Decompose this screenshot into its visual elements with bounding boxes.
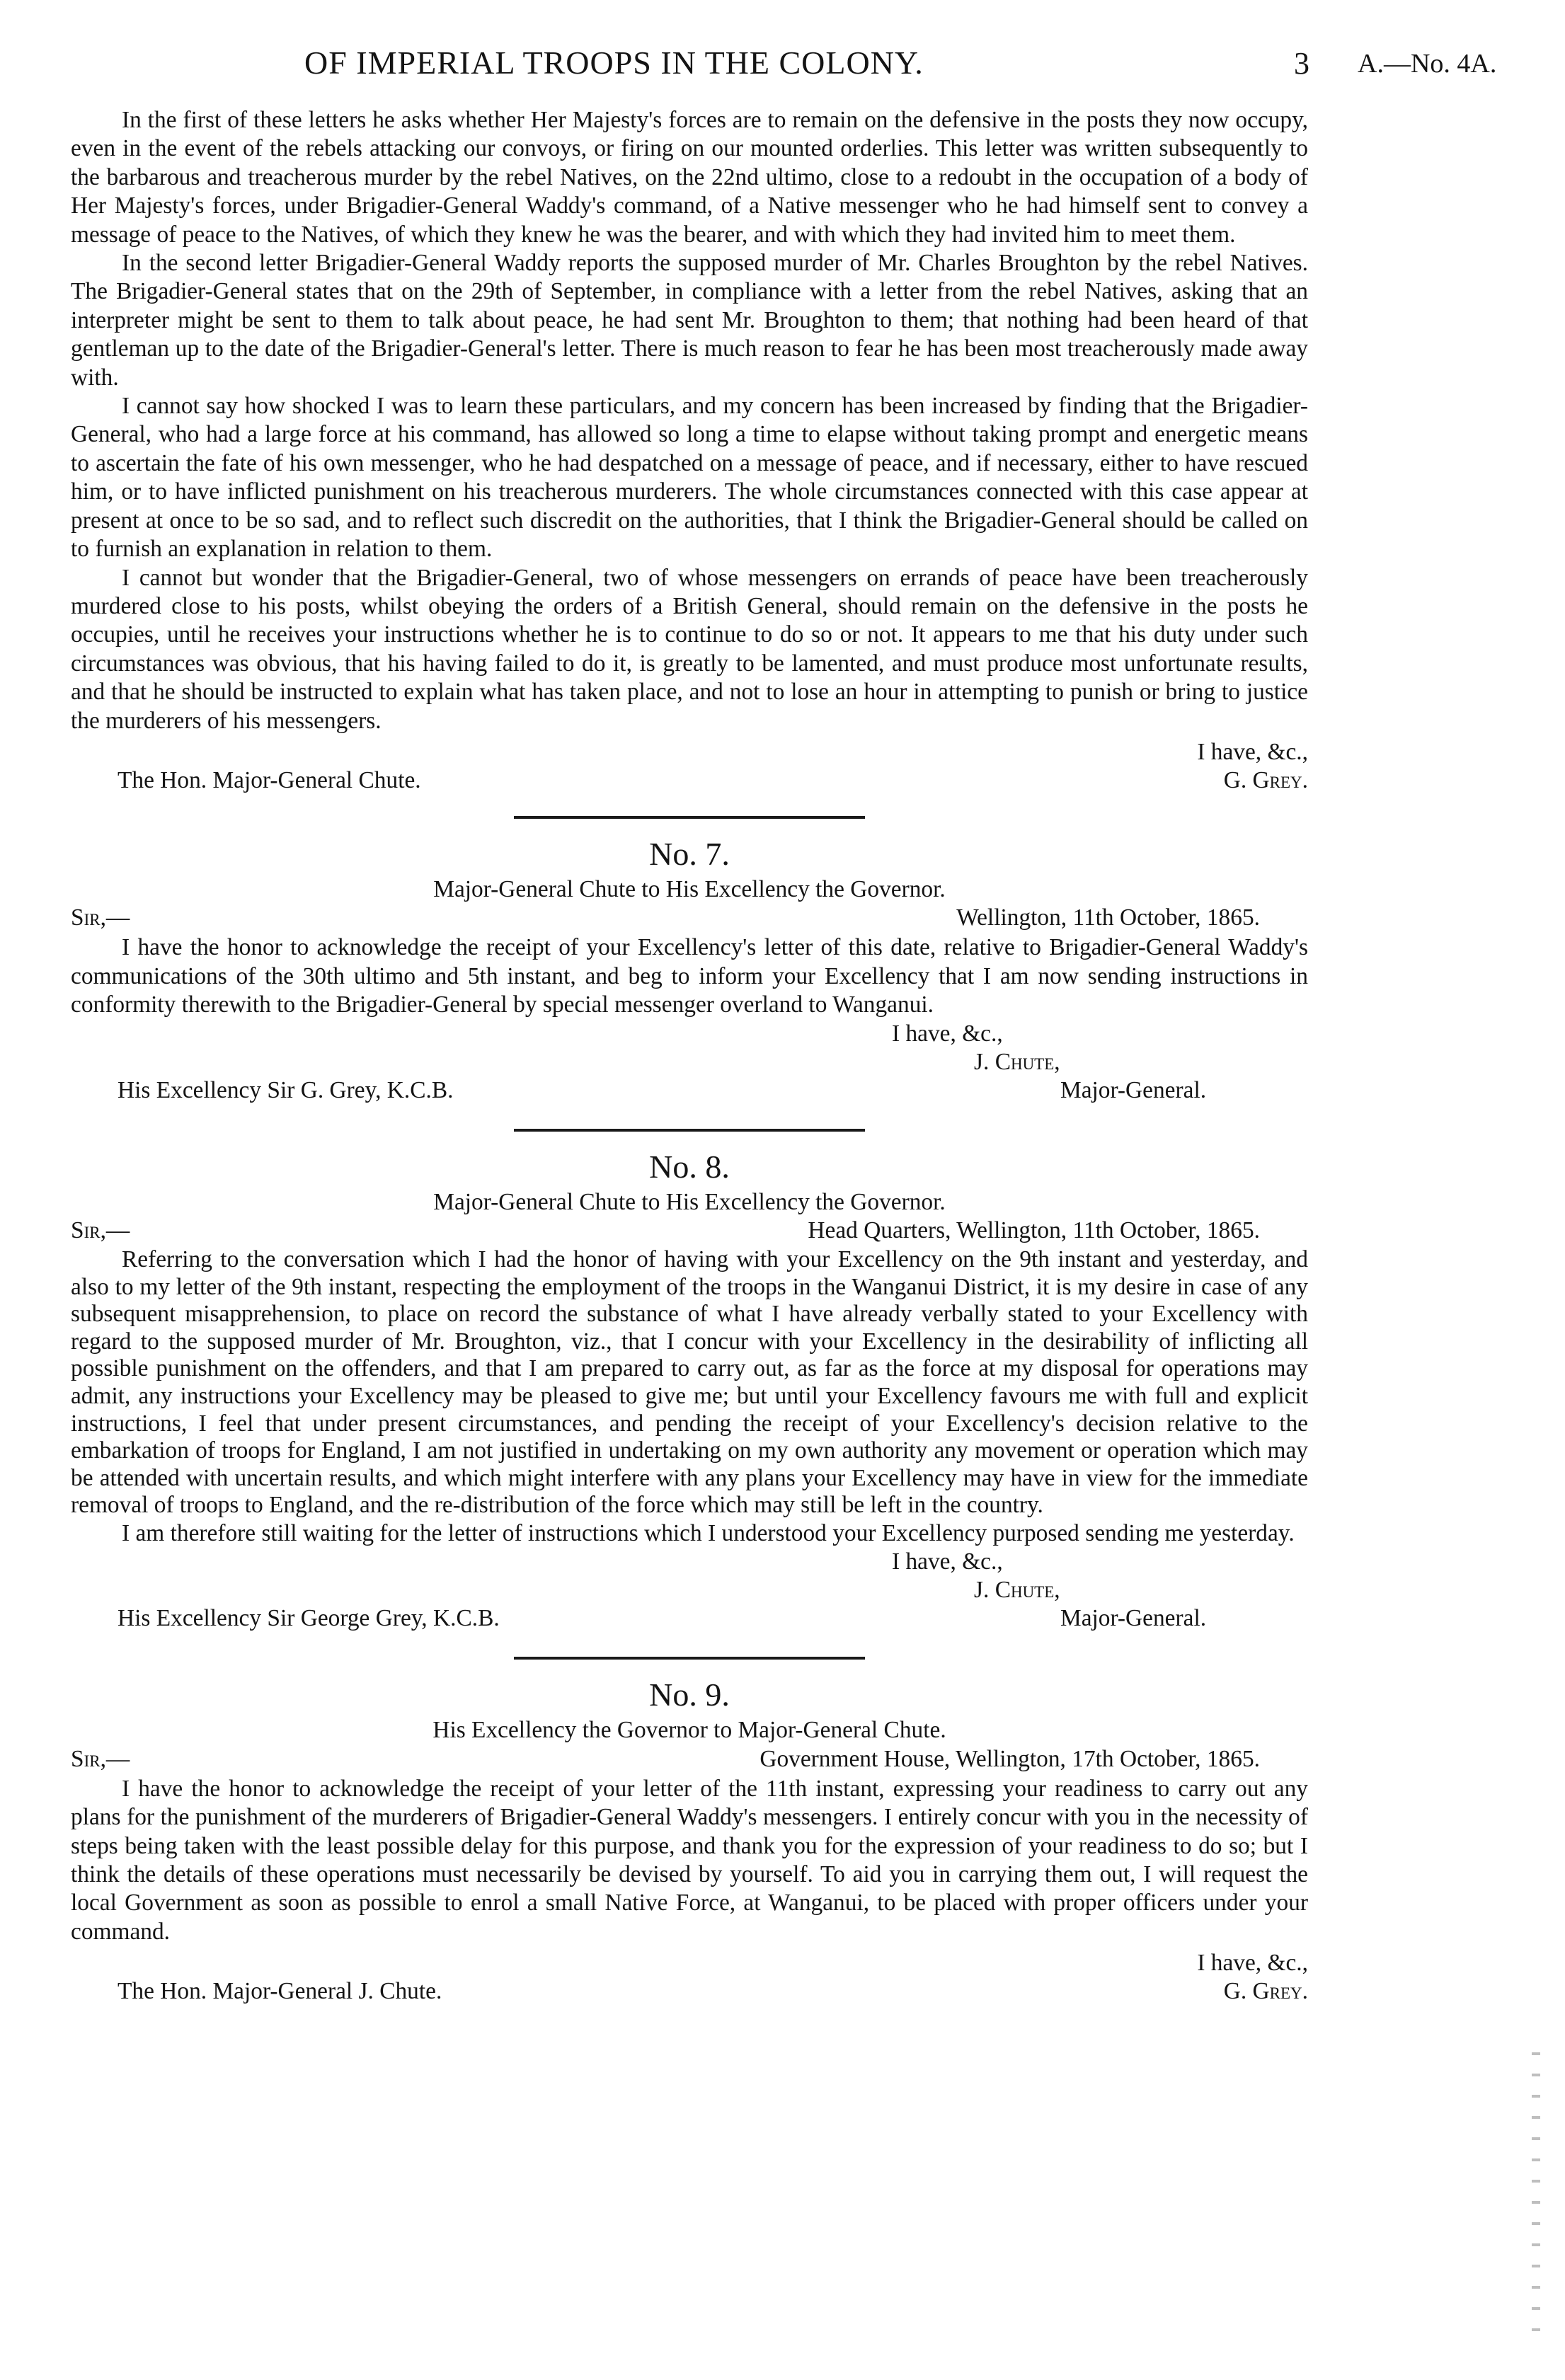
paragraph: I am therefore still waiting for the letter of instructions which I understood your Excellency purposed sending me yesterday. xyxy=(122,1519,1295,1546)
place-date: Head Quarters, Wellington, 11th October, 1865. xyxy=(808,1217,1260,1243)
letter-number: No. 7. xyxy=(649,835,730,872)
section-divider xyxy=(514,1657,865,1660)
page-header xyxy=(0,44,1565,93)
closing: I have, &c., xyxy=(892,1548,1003,1575)
place-date-line xyxy=(71,1745,1308,1775)
letter-9 xyxy=(71,1677,1308,2004)
closing: I have, &c., xyxy=(892,1020,1003,1047)
letter-6-continued xyxy=(71,106,1308,793)
addressee: The Hon. Major-General Chute. xyxy=(117,766,421,793)
page-body xyxy=(71,106,1308,2004)
addressee: The Hon. Major-General J. Chute. xyxy=(117,1978,442,2005)
letter-number: No. 8. xyxy=(649,1148,730,1185)
signature: G. Grey. xyxy=(1223,1978,1308,2005)
paragraph: I have the honor to acknowledge the receipt of your letter of the 11th instant, expressing your readiness to carry out any plans for the punishment of the murderers of Brigadier-General Waddy's messengers. I entirely concur with you in the necessity of steps being taken with the least possible delay for this purpose, and thank you for the expression of your readiness to do so; but I think the details of these operations must necessarily be devised by yourself. To aid you in carrying them out, I will request the local Government as soon as possible to enrol a small Native Force, at Wanganui, to be placed with proper officers under your command. xyxy=(71,1775,1308,1945)
salutation: Sir,— xyxy=(71,1745,130,1772)
paragraph: In the first of these letters he asks whether Her Majesty's forces are to remain on the defensive in the posts they now occupy, even in the event of the rebels attacking our convoys, or firing on our mounted orderlies. This letter was written subsequently to the barbarous and treacherous murder by the rebel Natives, on the 22nd ultimo, close to a redoubt in the occupation of a body of Her Majesty's forces, under Brigadier-General Waddy's command, of a Native messenger who he had himself sent to convey a message of peace to the Natives, of which they knew he was the bearer, and with which they had invited him to meet them. xyxy=(71,107,1308,248)
letter-heading: His Excellency the Governor to Major-General Chute. xyxy=(432,1717,946,1744)
signatory-title: Major-General. xyxy=(1060,1605,1207,1632)
paragraph: I cannot but wonder that the Brigadier-General, two of whose messengers on errands of peace have been treacherously murdered close to his posts, whilst obeying the orders of a British General, should remain on the defensive in the posts he occupies, until he receives your instructions whether he is to continue to do so or not. It appears to me that his duty under such circumstances was obvious, that his having failed to do it, is greatly to be lamented, and must produce most unfortunate results, and that he should be instructed to explain what has taken place, and not to lose an hour in attempting to punish or bring to justice the murderers of his messengers. xyxy=(71,564,1308,734)
running-title: OF IMPERIAL TROOPS IN THE COLONY. xyxy=(304,45,924,81)
letter-7 xyxy=(71,836,1308,1106)
salutation: Sir,— xyxy=(71,904,130,931)
scan-margin-marks xyxy=(1532,2052,1540,2350)
paragraph: I cannot say how shocked I was to learn these particulars, and my concern has been increased by finding that the Brigadier-General, who had a large force at his command, has allowed so long a time to elapse without taking prompt and energetic means to ascertain the fate of his own messenger, who he had despatched on a message of peace, and if necessary, either to have rescued him, or to have inflicted punishment on his treacherous murderers. The whole circumstances connected with this case appear at present at once to be so sad, and to reflect such discredit on the authorities, that I think the Brigadier-General should be called on to furnish an explanation in relation to them. xyxy=(71,393,1308,563)
letter-number: No. 9. xyxy=(649,1677,730,1713)
closing: I have, &c., xyxy=(1197,738,1308,765)
letter-heading: Major-General Chute to His Excellency the Governor. xyxy=(433,1188,946,1215)
signature-block xyxy=(71,1548,1308,1634)
signature: J. Chute, xyxy=(974,1577,1060,1604)
signature: G. Grey. xyxy=(1223,766,1308,793)
signature-block xyxy=(71,735,1308,793)
signature: J. Chute, xyxy=(974,1048,1060,1075)
addressee: His Excellency Sir George Grey, K.C.B. xyxy=(117,1605,500,1632)
salutation: Sir,— xyxy=(71,1217,130,1243)
section-divider xyxy=(514,1129,865,1132)
place-date: Government House, Wellington, 17th October, 1865. xyxy=(759,1745,1260,1772)
paragraph: Referring to the conversation which I had the honor of having with your Excellency on the 9th instant and yesterday, and also to my letter of the 9th instant, respecting the employment of the troops in the Wanganui District, it is my desire in case of any subsequent misapprehension, to place on record the substance of what I have already verbally stated to your Excellency with regard to the supposed murder of Mr. Broughton, viz., that I concur with your Excellency in the desirability of inflicting all possible punishment on the offenders, and that I am prepared to carry out, as far as the force at my disposal for operations may admit, any instructions your Excellency may be pleased to give me; but until your Excellency favours me with full and explicit instructions, I feel that under present circumstances, and pending the receipt of your Excellency's decision relative to the embarkation of troops for England, I am not justified in undertaking on my own authority any movement or operation which may be attended with uncertain results, and which might interfere with any plans your Excellency may have in view for the immediate removal of troops to England, and the re-distribution of the force which may still be left in the country. xyxy=(71,1246,1308,1519)
addressee: His Excellency Sir G. Grey, K.C.B. xyxy=(117,1076,454,1103)
page-number: 3 xyxy=(1294,46,1309,81)
letter-heading: Major-General Chute to His Excellency the Governor. xyxy=(433,875,946,902)
place-date-line xyxy=(71,904,1308,933)
letter-8 xyxy=(71,1149,1308,1635)
paragraph: In the second letter Brigadier-General Waddy reports the supposed murder of Mr. Charles Broughton by the rebel Natives. The Brigadier-General states that on the 29th of September, in compliance with a letter from the rebel Natives, asking that an interpreter might be sent to them to talk about peace, he had sent Mr. Broughton to them; that nothing had been heard of that gentleman up to the date of the Brigadier-General's letter. There is much reason to fear he has been most treacherously made away with. xyxy=(71,250,1308,391)
place-date: Wellington, 11th October, 1865. xyxy=(956,904,1260,931)
paragraph: I have the honor to acknowledge the receipt of your Excellency's letter of this date, relative to Brigadier-General Waddy's communications of the 30th ultimo and 5th instant, and beg to inform your Excellency that I am now sending instructions in conformity therewith to the Brigadier-General by special messenger overland to Wanganui. xyxy=(71,934,1308,1018)
closing: I have, &c., xyxy=(1197,1950,1308,1977)
place-date-line xyxy=(71,1217,1308,1246)
section-divider xyxy=(514,816,865,819)
signature-block xyxy=(71,1020,1308,1106)
signatory-title: Major-General. xyxy=(1060,1076,1207,1103)
paper-reference: A.—No. 4A. xyxy=(1358,49,1497,79)
signature-block xyxy=(71,1946,1308,2004)
